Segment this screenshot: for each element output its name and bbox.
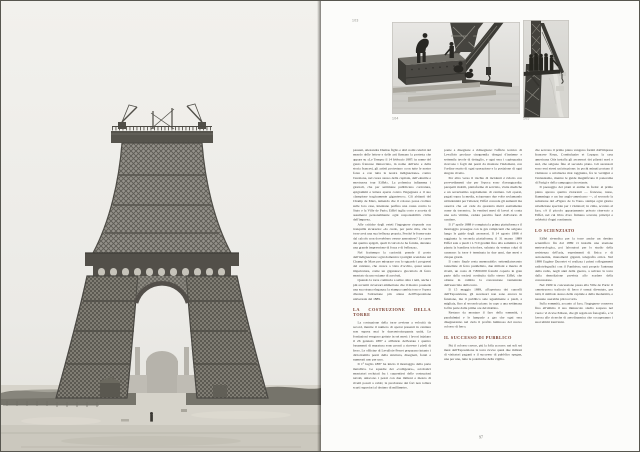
page-right xyxy=(321,1,640,452)
paragraph: Nel frattempo la curiosità prende il posto dell'indignazione: ogni domenica i parigini scendono sul Champ de Mars per misurare con lo sguardo i progressi del cantiere, che cresce a vista d'occhio, quasi senza impalcature, come un gigantesco giocattolo di ferro montato da uno sciame di acrobati. xyxy=(353,250,431,278)
page-number: 97 xyxy=(479,435,483,440)
photo-caption: 105 xyxy=(523,117,530,121)
paragraph: Il conto finale resta memorabile: settemilatrecento tonnellate di ferro puddellato, due milioni e mezzo di rivetti, un costo di 7.800.000 franchi coperto in gran parte dalla società costituita dallo stesso Eiffel, che ottiene in cambio la concessione ventennale dell'esercizio della torre. xyxy=(444,260,522,287)
page-number-area xyxy=(461,429,501,447)
photo-workers-platform xyxy=(523,20,569,118)
section-heading-successo: IL SUCCESSO DI PUBBLICO xyxy=(444,334,512,340)
paragraph: passant, Alexandre Dumas figlio e altri nomi celebri del mondo delle lettere e delle arti firmano la protesta che appare su «Le Temps» il 14 febbraio 1887: in nome del gusto francese minacciato, in nome dell'arte e della storia francesi, gli artisti protestano «con tutte le nostre forze e con tutta la nostra indignazione» contro l'erezione, nel cuore stesso della capitale, dell'«inutile e mostruosa tour Eiffel». La polemica infiamma i giornali, che per settimane pubblicano caricature, epigrammi e lettere aperte contro l'ingegnere e il suo «lampione tragicamente gigantesco». Gli abitanti del Champ de Mars, temendo che il colosso possa crollare sulle loro case, intentano perfino una causa contro lo Stato e la Ville de Paris; Eiffel taglia corto e accetta di assumersi personalmente ogni responsabilità civile dell'impresa. xyxy=(353,148,431,222)
paragraph: Il 1° aprile 1888 è compiuta la prima piattaforma e il montaggio prosegue con le gru rampicanti che salgono lungo le guide degli ascensori. Il 14 agosto 1888 è raggiunta la seconda piattaforma; il 31 marzo 1889 Eiffel sale a piedi i 1.710 gradini fino alla sommità e vi pianta la bandiera tricolore, salutata da ventun colpi di cannone: la torre è terminata in due anni, due mesi e cinque giorni. xyxy=(444,222,522,259)
text-column-1 xyxy=(353,148,431,390)
paragraph: ponte a disegnare e ridisegnare: l'ufficio tecnico di Levallois produce cinquemila disegni d'insieme e settemila tavole di dettaglio, e ogni sera i capisquadra ricevono i fogli dei pezzi da montare l'indomani, con l'ordine esatto di ogni operazione e la posizione di ogni singolo rivetto. xyxy=(444,148,522,176)
text-column-3 xyxy=(535,148,613,390)
section-heading-costruzione: LA COSTRUZIONE DELLA TORRE xyxy=(353,306,431,317)
paragraph: Il paesaggio dei piani si anima in fretta: al primo piano aprono quattro ristoranti — francese, russo, fiammingo e un bar anglo-americano —, al secondo la redazione del «Figaro de la Tour» stampa ogni giorno un'edizione speciale per i visitatori; in cima, accanto al faro, c'è il piccolo appartamento privato riservato a Eiffel, nel cui libro d'oro firmano sovrani, principi e celebrità d'ogni continente. xyxy=(535,185,613,222)
photo-girder-crew-illustration xyxy=(392,22,520,114)
paragraph: Per altro verso il rischio di incidenti è ridotto con provvedimenti che per l'epoca sono d'avanguardia: parapetti mobili, piattaforme di servizio, visite mediche e un severissimo regolamento di cantiere. Gli operai, pagati sopra la media, scioperano due volte reclamando un'indennità per l'altezza; Eiffel concede gli aumenti ma osserva che «si cade da quaranta metri esattamente come da trecento». In ventisei mesi di lavori si conta una sola vittima, caduta peraltro fuori dall'orario di cantiere. xyxy=(444,176,522,222)
paragraph: Il 15 maggio 1889, all'apertura dei cancelli dell'Esposizione, gli ascensori non sono ancora in funzione, ma il pubblico sale ugualmente a piedi, a migliaia, fino al secondo piano: in capo a una settimana la fila parte dalle prime ore del mattino. xyxy=(444,287,522,311)
text-column-2 xyxy=(444,148,522,390)
photo-eiffel-tower-construction xyxy=(1,1,321,452)
photo-girder-crew xyxy=(392,22,520,114)
paragraph: Nel 1909 la concessione passa alla Ville de Paris: il «mostruoso» traliccio di ferro è ormai diventato, per tutti, il simbolo stesso della capitale e della modernità, e nessuno oserebbe più toccarlo. xyxy=(535,283,613,301)
figure-number: 103 xyxy=(352,19,359,23)
paragraph: Alle critiche degli esteti l'ingegnere risponde con tranquilla sicurezza: «Io credo, per parte mia, che la torre avrà una sua bellezza propria. Perché le forme nate dal calcolo non dovrebbero essere armoniose? Le curve dei quattro spigoli, quali il calcolo le ha fornite, daranno una grande impressione di forza e di bellezza». xyxy=(353,222,431,250)
paragraph: Eiffel rivendica per la torre anche un destino scientifico: fin dal 1889 vi installa una stazione meteorologica, poi laboratori per lo studio della resistenza dell'aria, esperimenti di fisica e di astronomia, manometri giganti, telegrafia ottica. Nel 1898 Eugène Ducretet vi realizza i primi collegamenti radiotelegrafici con il Panthéon; sarà proprio l'antenna della radio, negli anni della guerra, a salvare la torre dalla demolizione prevista allo scadere della concessione. xyxy=(535,236,613,283)
photo-workers-platform-illustration xyxy=(523,20,569,118)
paragraph: che servono il primo piano vengono forniti dall'impresa francese Roux, Combaluzier et Lepape; la casa americana Otis installa gli ascensori dei pilastri nord e sud, che salgono fino al secondo piano. Gli ascensori sono essi stessi un'attrazione: in pochi minuti portano il visitatore a un'altezza mai raggiunta, fra le vertigini e l'entusiasmo, mentre le guide magnificano il panorama di Parigi e della campagna circostante. xyxy=(535,148,613,185)
paragraph: Restano da montare il faro della sommità, i parafulmini e le lampade a gas che ogni sera disegneranno nel cielo il profilo luminoso del nuovo colosso di ferro. xyxy=(444,311,522,329)
page-left xyxy=(1,1,321,452)
photo-caption: 104 xyxy=(392,117,399,121)
paragraph: Più il colosso cresce, più la folla accorre: nei soli sei mesi dell'Esposizione la torre riceve quasi due milioni di visitatori paganti e il successo di pubblico spegne, una per una, tutte le polemiche della vigilia. xyxy=(444,343,522,362)
article-text xyxy=(353,148,615,429)
paragraph: Il 1° luglio 1887 ha inizio il montaggio della parte metallica. Le squadre dei «voltigeurs», acrobatici montatori reclutati fra i carpentieri delle costruzioni navali, uniscono i pezzi con due milioni e mezzo di rivetti posati a caldo; la precisione dei fori non tollera scarti superiori al decimo di millimetro. xyxy=(353,362,431,390)
paragraph: Sulla sommità, accanto al faro, l'ingegnere conserva fino all'ultimo il suo minuscolo studio sospeso nel vuoto: vi riceve Edison, che gli regala un fonografo, e vi lavora alle ricerche di aerodinamica che occuperanno i suoi ultimi trent'anni. xyxy=(535,301,613,325)
paragraph: La costruzione della torre avviene a velocità da record, mentre il numero di operai presenti in cantiere non supera mai le duecentocinquanta unità. Le fondazioni vengono gettate in sei mesi: i lavori iniziano il 26 gennaio 1887 e all'inizio dell'estate i quattro basamenti di muratura sono pronti a ricevere i piedi di ferro. Le officine di Levallois-Perret preparano intanto i diciottomila pezzi della struttura, disegnati, forati e numerati uno per uno. xyxy=(353,320,431,362)
paragraph: Quando la torre comincia a salire oltre i tetti, anche i più accaniti avversari ammettono che il mostro possiede una sua strana eleganza: la stampa cambia tono e l'opera diventa l'attrazione più attesa dell'Esposizione universale del 1889. xyxy=(353,278,431,301)
section-heading-scienziato: LO SCIENZIATO xyxy=(535,227,575,233)
person-figure xyxy=(150,412,153,422)
